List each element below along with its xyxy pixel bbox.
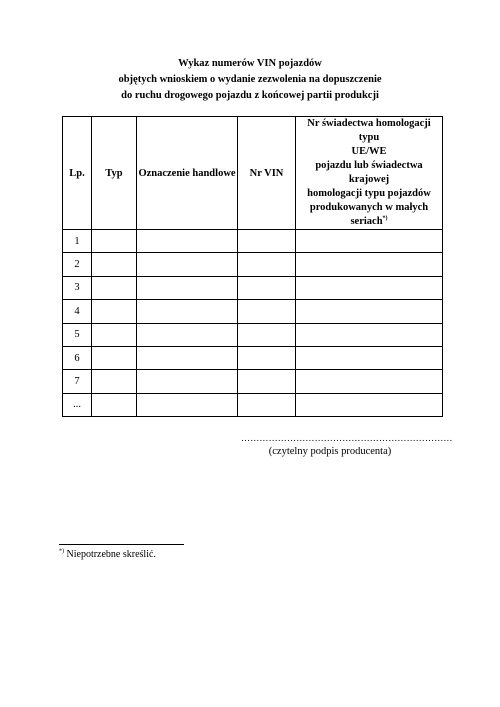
table-row [63, 370, 443, 393]
oznaczenie-cell[interactable] [137, 253, 238, 276]
row-number: 2 [63, 253, 92, 276]
vin-table [62, 116, 443, 417]
vin-cell[interactable] [238, 370, 296, 393]
signature-label: (czytelny podpis producenta) [268, 446, 392, 457]
homologacja-cell[interactable] [296, 253, 443, 276]
header-homologacja-line-4: homologacji typu pojazdów [307, 188, 431, 199]
vin-cell[interactable] [238, 323, 296, 346]
row-number: 3 [63, 276, 92, 299]
header-lp: Lp. [63, 117, 92, 230]
row-number: 6 [63, 346, 92, 369]
typ-cell[interactable] [92, 230, 137, 253]
footnote [59, 549, 156, 560]
vin-cell[interactable] [238, 276, 296, 299]
table-row [63, 346, 443, 369]
homologacja-cell[interactable] [296, 300, 443, 323]
homologacja-cell[interactable] [296, 370, 443, 393]
vin-cell[interactable] [238, 393, 296, 416]
typ-cell[interactable] [92, 370, 137, 393]
title-line-1: Wykaz numerów VIN pojazdów [178, 58, 322, 69]
homologacja-cell[interactable] [296, 276, 443, 299]
oznaczenie-cell[interactable] [137, 393, 238, 416]
homologacja-cell[interactable] [296, 346, 443, 369]
vin-cell[interactable] [238, 300, 296, 323]
header-homologacja-line-6 [296, 215, 442, 229]
oznaczenie-cell[interactable] [137, 230, 238, 253]
title-line-3: do ruchu drogowego pojazdu z końcowej partii produkcji [121, 90, 379, 101]
signature-line: …………………………………………………………… [241, 433, 453, 443]
header-typ: Typ [92, 117, 137, 230]
typ-cell[interactable] [92, 300, 137, 323]
footnote-mark: *) [59, 548, 64, 555]
header-homologacja-line-1: Nr świadectwa homologacji typu [307, 118, 431, 143]
document-title [0, 56, 500, 104]
oznaczenie-cell[interactable] [137, 370, 238, 393]
typ-cell[interactable] [92, 276, 137, 299]
typ-cell[interactable] [92, 393, 137, 416]
table-row [63, 230, 443, 253]
footnote-text: Niepotrzebne skreślić. [64, 549, 156, 560]
table-row [63, 323, 443, 346]
typ-cell[interactable] [92, 323, 137, 346]
header-homologacja-line-5: produkowanych w małych [309, 202, 429, 213]
table-row [63, 276, 443, 299]
table-row [63, 393, 443, 416]
header-homologacja [296, 117, 443, 230]
typ-cell[interactable] [92, 253, 137, 276]
row-number: 7 [63, 370, 92, 393]
title-line-2: objętych wnioskiem o wydanie zezwolenia na dopuszczenie [118, 74, 382, 85]
table-header-row [63, 117, 443, 230]
oznaczenie-cell[interactable] [137, 300, 238, 323]
table-row [63, 253, 443, 276]
oznaczenie-cell[interactable] [137, 323, 238, 346]
homologacja-cell[interactable] [296, 323, 443, 346]
footnote-reference-mark: *) [382, 215, 388, 222]
typ-cell[interactable] [92, 346, 137, 369]
header-oznaczenie: Oznaczenie handlowe [137, 117, 238, 230]
row-number: 5 [63, 323, 92, 346]
homologacja-cell[interactable] [296, 393, 443, 416]
header-vin: Nr VIN [238, 117, 296, 230]
vin-cell[interactable] [238, 230, 296, 253]
footnote-separator [59, 544, 184, 545]
homologacja-cell[interactable] [296, 230, 443, 253]
oznaczenie-cell[interactable] [137, 346, 238, 369]
header-homologacja-line-2: UE/WE [351, 146, 387, 157]
table-row [63, 300, 443, 323]
vin-cell[interactable] [238, 346, 296, 369]
vin-cell[interactable] [238, 253, 296, 276]
oznaczenie-cell[interactable] [137, 276, 238, 299]
row-number: ... [63, 393, 92, 416]
header-homologacja-seriach: seriach [350, 216, 383, 227]
row-number: 4 [63, 300, 92, 323]
row-number: 1 [63, 230, 92, 253]
header-homologacja-line-3: pojazdu lub świadectwa krajowej [315, 160, 423, 185]
